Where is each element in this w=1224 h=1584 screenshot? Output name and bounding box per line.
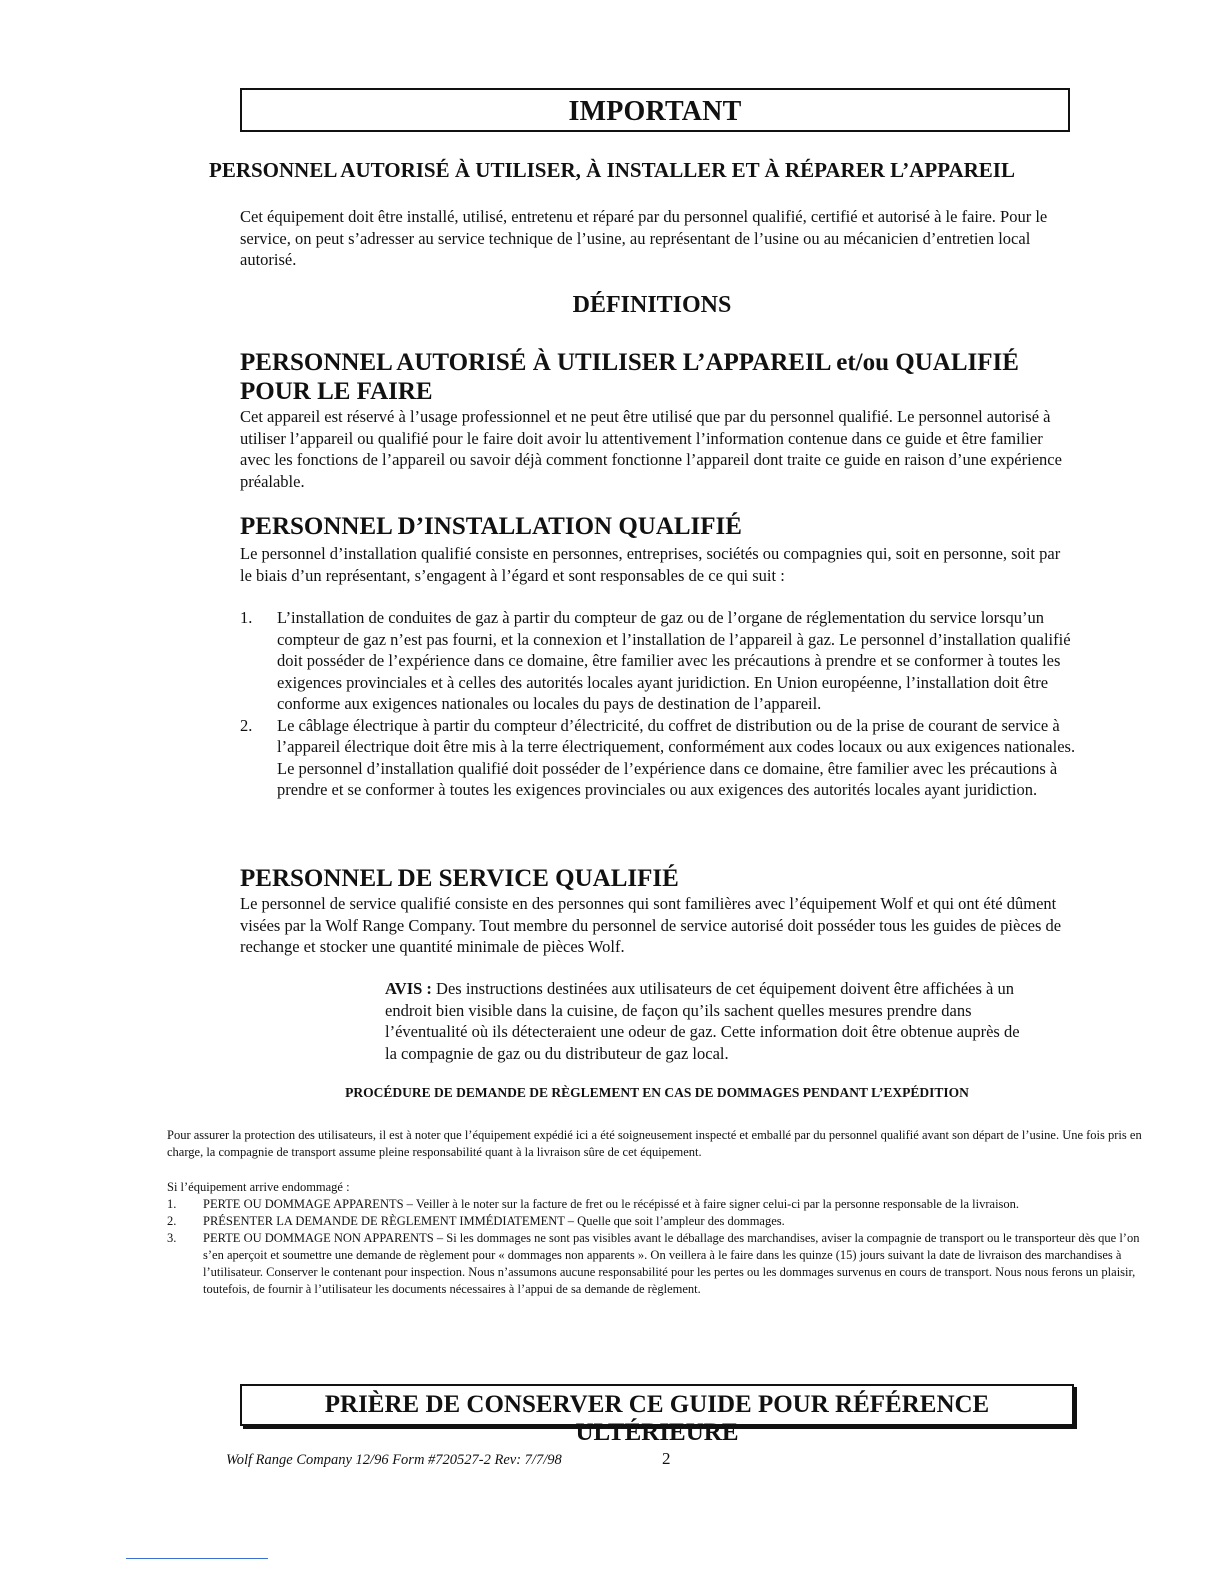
important-title: IMPORTANT: [568, 96, 742, 127]
list-item: [167, 1230, 1147, 1298]
page-number: 2: [662, 1449, 671, 1468]
footer-form-info: Wolf Range Company 12/96 Form #720527-2 Rev: 7/7/98: [226, 1452, 562, 1468]
service-heading: PERSONNEL DE SERVICE QUALIFIÉ: [240, 865, 679, 892]
bottom-rule: [126, 1558, 268, 1559]
definitions-heading: DÉFINITIONS: [572, 292, 732, 318]
notice-box: [385, 978, 1035, 1064]
operate-heading: PERSONNEL AUTORISÉ À UTILISER L’APPAREIL et/ou QUALIFIÉ POUR LE FAIRE: [240, 349, 1019, 405]
list-item: [240, 715, 1080, 801]
authorized-text: Cet équipement doit être installé, utilisé, entretenu et réparé par du personnel qualifié, certifié et autorisé à le faire. Pour le service, on peut s’adresser au service technique de l’usine, au représentant de l’usine ou au mécanicien d’entretien local autorisé.: [240, 207, 1048, 269]
install-list: [240, 607, 1080, 801]
install-text: Le personnel d’installation qualifié consiste en personnes, entreprises, sociétés ou compagnies qui, soit en personne, soit par le biais d’un représentant, s’engagent à l’égard et sont responsables de ce qui suit :: [240, 544, 1061, 585]
list-item-number: 3.: [167, 1231, 177, 1245]
list-item-text: Le câblage électrique à partir du compteur d’électricité, du coffret de distribution ou de la prise de courant de service à l’appareil électrique doit être mis à la terre électriquement, conformément aux codes locaux ou aux exigences nationales. Le personnel d’installation qualifié doit posséder de l’expérience dans ce domaine, être familier avec les précautions à prendre et se conformer à toutes les exigences provinciales ou aux exigences des autorités locales ayant juridiction.: [277, 715, 1076, 799]
authorized-heading: PERSONNEL AUTORISÉ À UTILISER, À INSTALLER ET À RÉPARER L’APPAREIL: [209, 158, 1015, 182]
claims-list: [167, 1196, 1147, 1298]
keep-guide-banner: [240, 1384, 1074, 1446]
claims-intro: Pour assurer la protection des utilisateurs, il est à noter que l’équipement expédié ici a été soigneusement inspecté et emballé par du personnel qualifié avant son départ de l’usine. Une fois pris en charge, la compagnie de transport assume pleine responsabilité quant à la livraison sûre de cet équipement.: [167, 1128, 1142, 1159]
important-banner: [240, 88, 1070, 132]
list-item-number: 2.: [240, 715, 253, 735]
list-item: [167, 1196, 1147, 1213]
claims-lead: Si l’équipement arrive endommagé :: [167, 1180, 350, 1194]
keep-guide-text: PRIÈRE DE CONSERVER CE GUIDE POUR RÉFÉRENCE ULTÉRIEURE: [324, 1391, 990, 1446]
list-item-number: 1.: [240, 608, 253, 627]
claims-heading: PROCÉDURE DE DEMANDE DE RÈGLEMENT EN CAS DE DOMMAGES PENDANT L’EXPÉDITION: [345, 1085, 969, 1100]
service-text: Le personnel de service qualifié consiste en des personnes qui sont familières avec l’équipement Wolf et qui ont été dûment visées par la Wolf Range Company. Tout membre du personnel de service autorisé doit posséder tous les guides de pièces de rechange et stocker une quantité minimale de pièces Wolf.: [240, 894, 1062, 956]
notice-label: AVIS :: [385, 979, 432, 998]
list-item: [240, 607, 1080, 715]
list-item-text: PERTE OU DOMMAGE APPARENTS – Veiller à le noter sur la facture de fret ou le récépissé et à faire signer celui-ci par la personne responsable de la livraison.: [203, 1197, 1020, 1211]
list-item-text: PRÉSENTER LA DEMANDE DE RÈGLEMENT IMMÉDIATEMENT – Quelle que soit l’ampleur des dommages.: [203, 1214, 785, 1228]
list-item-text: PERTE OU DOMMAGE NON APPARENTS – Si les dommages ne sont pas visibles avant le déballage des marchandises, aviser la compagnie de transport ou le transporteur dès que l’on s’en aperçoit et soumettre une demande de règlement pour « dommages non apparents ». On veillera à le faire dans les quinze (15) jours suivant la date de livraison des marchandises à l’utilisateur. Conserver le contenant pour inspection. Nous n’assumons aucune responsabilité pour les pertes ou les dommages survenus en cours de transport. Nous nous ferons un plaisir, toutefois, de fournir à l’utilisateur les documents nécessaires à l’appui de sa demande de règlement.: [203, 1231, 1140, 1296]
list-item-text: L’installation de conduites de gaz à partir du compteur de gaz ou de l’organe de réglementation du service lorsqu’un compteur de gaz n’est pas fourni, et la connexion et l’installation de l’appareil à gaz. Le personnel d’installation qualifié doit posséder de l’expérience dans ce domaine, être familier avec les précautions à prendre et se conformer à toutes les exigences provinciales et à celles des autorités locales ayant juridiction. En Union européenne, l’installation doit être conforme aux exigences nationales ou locales du pays de destination de l’appareil.: [277, 608, 1071, 713]
notice-text: Des instructions destinées aux utilisateurs de cet équipement doivent être affichées à un endroit bien visible dans la cuisine, de façon qu’ils sachent quelles mesures prendre dans l’éventualité où ils détecteraient une odeur de gaz. Cette information doit être obtenue auprès de la compagnie de gaz ou du distributeur de gaz local.: [385, 979, 1020, 1063]
list-item: [167, 1213, 1147, 1230]
install-heading: PERSONNEL D’INSTALLATION QUALIFIÉ: [240, 513, 742, 540]
operate-text: Cet appareil est réservé à l’usage professionnel et ne peut être utilisé que par du personnel qualifié. Le personnel autorisé à utiliser l’appareil ou qualifié pour le faire doit avoir lu attentivement l’information contenue dans ce guide et être familier avec les fonctions de l’appareil ou savoir déjà comment fonctionne l’appareil dont traite ce guide en raison d’une expérience préalable.: [240, 407, 1062, 491]
list-item-number: 2.: [167, 1214, 177, 1228]
list-item-number: 1.: [167, 1197, 177, 1211]
